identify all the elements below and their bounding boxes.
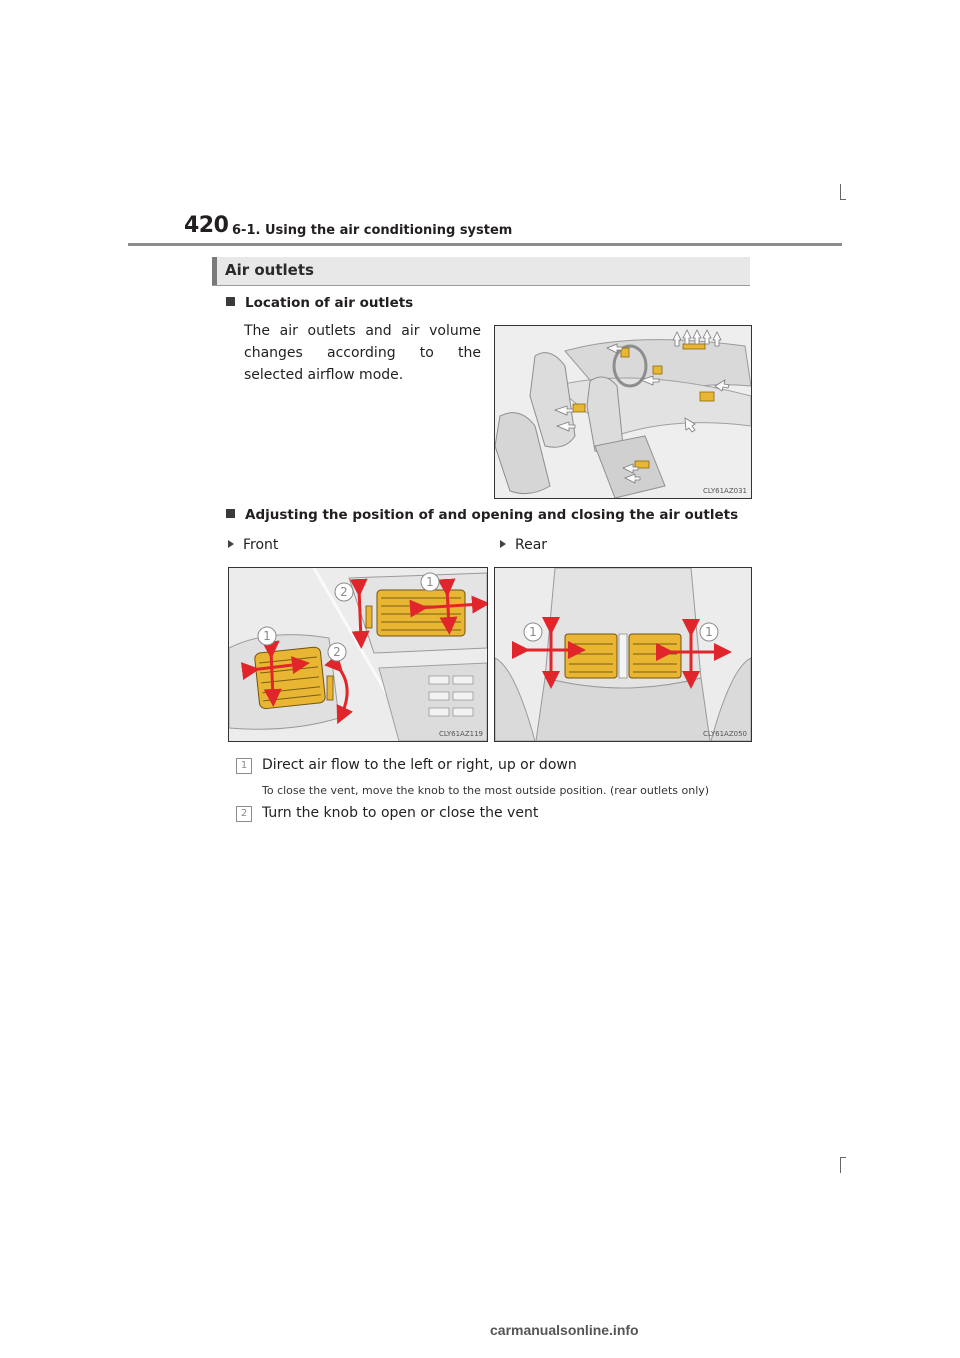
figure-rear-vents: [494, 567, 752, 742]
step-2-text: Turn the knob to open or close the vent: [262, 805, 539, 821]
subheading-adjust-text: Adjusting the position of and opening and closing the air outlets: [245, 507, 739, 523]
triangle-bullet-icon: [500, 540, 506, 548]
figure-code: CLY61AZ031: [703, 487, 747, 495]
step-1-text: Direct air flow to the left or right, up or down: [262, 757, 577, 773]
front-vents-illustration: [229, 568, 487, 741]
cabin-illustration: [495, 326, 751, 498]
step-1-note: To close the vent, move the knob to the most outside position. (rear outlets only): [262, 784, 710, 797]
subheading-location-text: Location of air outlets: [245, 295, 414, 311]
callout-1: 1: [426, 575, 434, 589]
figure-code: CLY61AZ119: [439, 730, 483, 738]
callout-1: 1: [529, 625, 537, 639]
crop-mark-top-tick: [840, 199, 846, 200]
step-number-badge: 1: [236, 758, 252, 774]
triangle-bullet-icon: [228, 540, 234, 548]
square-bullet-icon: [226, 297, 235, 306]
section-title: Air outlets: [225, 261, 314, 279]
callout-2: 2: [340, 585, 348, 599]
subheading-location: [226, 295, 413, 311]
label-front: [228, 537, 278, 553]
step-number-badge: 2: [236, 806, 252, 822]
callout-2: 2: [333, 645, 341, 659]
location-body-text: The air outlets and air volume changes according to the selected airflow mode.: [244, 323, 481, 383]
callout-1: 1: [705, 625, 713, 639]
crop-mark-bottom-tick: [840, 1157, 846, 1158]
footer-watermark: carmanualsonline.info: [490, 1322, 639, 1338]
square-bullet-icon: [226, 509, 235, 518]
page-number: 420: [184, 213, 229, 238]
callout-1: 1: [263, 629, 271, 643]
figure-cabin-air-outlets: [494, 325, 752, 499]
crop-mark-bottom: [840, 1157, 841, 1173]
subheading-adjust: [226, 507, 738, 523]
crop-mark-top: [840, 184, 841, 200]
section-bar-accent: [212, 257, 217, 285]
label-rear: [500, 537, 547, 553]
chapter-title: 6-1. Using the air conditioning system: [232, 223, 513, 238]
rear-vents-illustration: [495, 568, 751, 741]
header-rule: [128, 243, 842, 246]
figure-front-vents: [228, 567, 488, 742]
figure-code: CLY61AZ050: [703, 730, 747, 738]
label-rear-text: Rear: [515, 537, 548, 553]
label-front-text: Front: [243, 537, 279, 553]
section-bar: [212, 257, 750, 286]
